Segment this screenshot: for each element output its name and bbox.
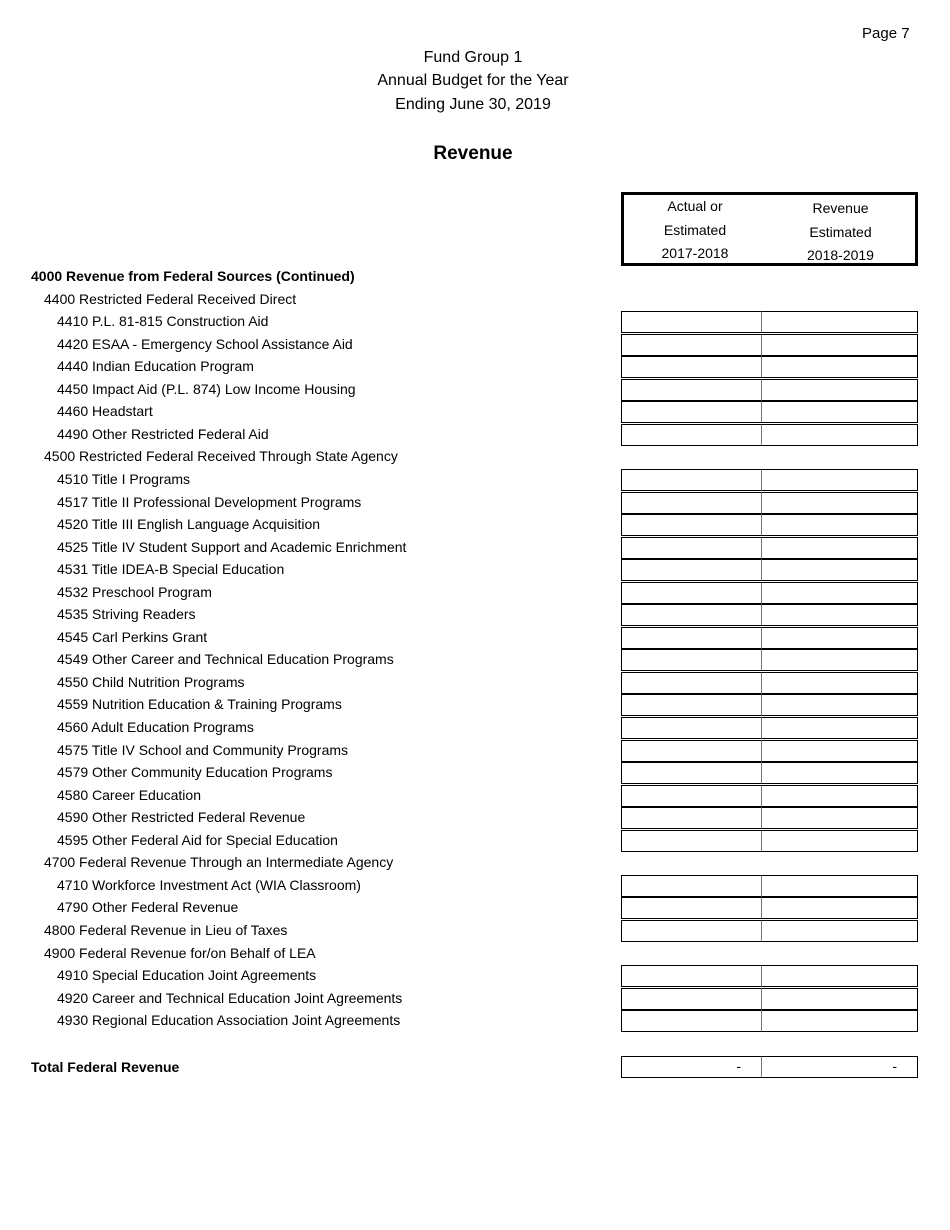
row-label: 4580 Career Education — [57, 786, 201, 803]
actual-estimated-input[interactable] — [621, 311, 762, 333]
actual-estimated-input[interactable] — [621, 582, 762, 604]
row-label: 4560 Adult Education Programs — [57, 719, 254, 735]
revenue-estimated-input[interactable] — [762, 492, 918, 514]
revenue-estimated-input[interactable] — [762, 694, 918, 716]
row-label: 4520 Title III English Language Acquisition — [57, 516, 321, 533]
revenue-estimated-input[interactable] — [762, 1010, 918, 1032]
column-header-line: 2018-2019 — [807, 247, 874, 263]
page-number: Page 7 — [862, 25, 910, 42]
revenue-estimated-input[interactable] — [762, 785, 918, 807]
actual-estimated-input[interactable] — [621, 920, 762, 942]
revenue-estimated-input[interactable] — [762, 920, 918, 942]
actual-estimated-input[interactable] — [621, 717, 762, 739]
revenue-estimated-input[interactable] — [762, 649, 918, 671]
column-header-actual — [624, 195, 766, 266]
actual-estimated-input[interactable] — [621, 559, 762, 581]
column-header-estimated — [766, 197, 915, 268]
revenue-estimated-input[interactable] — [762, 401, 918, 423]
budget-title: Annual Budget for the Year — [377, 72, 569, 89]
revenue-estimated-input[interactable] — [762, 830, 918, 852]
revenue-estimated-input[interactable] — [762, 379, 918, 401]
column-header-box — [621, 192, 918, 266]
row-label: 4930 Regional Education Association Joint Agreements — [57, 1012, 401, 1029]
actual-estimated-input[interactable] — [621, 649, 762, 671]
revenue-estimated-input[interactable] — [762, 356, 918, 378]
actual-estimated-input[interactable] — [621, 988, 762, 1010]
row-label: 4490 Other Restricted Federal Aid — [57, 425, 269, 442]
row-label: 4410 P.L. 81-815 Construction Aid — [57, 313, 269, 330]
row-label: 4517 Title II Professional Development Programs — [57, 493, 362, 510]
actual-estimated-input[interactable] — [621, 740, 762, 762]
revenue-estimated-input[interactable] — [762, 582, 918, 604]
revenue-estimated-input[interactable] — [762, 514, 918, 536]
row-label: 4900 Federal Revenue for/on Behalf of LEA — [44, 944, 316, 961]
fund-group-title: Fund Group 1 — [423, 49, 523, 66]
actual-estimated-input[interactable] — [621, 672, 762, 694]
actual-estimated-input[interactable] — [621, 492, 762, 514]
revenue-estimated-input[interactable] — [762, 965, 918, 987]
revenue-estimated-input[interactable] — [762, 875, 918, 897]
year-ending-title: Ending June 30, 2019 — [395, 96, 551, 113]
actual-estimated-input[interactable] — [621, 401, 762, 423]
row-label: 4549 Other Career and Technical Education Programs — [57, 651, 394, 668]
actual-estimated-input[interactable] — [621, 424, 762, 446]
revenue-estimated-input[interactable] — [762, 311, 918, 333]
actual-estimated-input[interactable] — [621, 875, 762, 897]
column-header-line: Estimated — [809, 223, 872, 240]
row-label: 4790 Other Federal Revenue — [57, 899, 239, 916]
row-label: 4440 Indian Education Program — [57, 358, 254, 375]
actual-estimated-input[interactable] — [621, 604, 762, 626]
section-title: Revenue — [433, 143, 513, 164]
revenue-estimated-input[interactable] — [762, 740, 918, 762]
row-label: 4400 Restricted Federal Received Direct — [44, 290, 297, 307]
actual-estimated-input[interactable] — [621, 537, 762, 559]
row-label: 4535 Striving Readers — [57, 606, 196, 623]
actual-estimated-input[interactable] — [621, 807, 762, 829]
actual-estimated-input[interactable] — [621, 379, 762, 401]
actual-estimated-input[interactable] — [621, 469, 762, 491]
revenue-estimated-input[interactable] — [762, 717, 918, 739]
row-label: 4590 Other Restricted Federal Revenue — [57, 809, 306, 826]
actual-estimated-input[interactable] — [621, 897, 762, 919]
column-header-line: Revenue — [812, 200, 869, 216]
row-label: 4920 Career and Technical Education Joint Agreements — [57, 989, 403, 1006]
row-label: 4550 Child Nutrition Programs — [57, 673, 245, 690]
column-header-line: Actual or — [667, 198, 723, 214]
actual-estimated-input[interactable] — [621, 627, 762, 649]
revenue-estimated-input[interactable] — [762, 424, 918, 446]
actual-estimated-input[interactable] — [621, 1010, 762, 1032]
column-header-line: Estimated — [663, 221, 727, 238]
row-label: 4575 Title IV School and Community Programs — [57, 741, 349, 758]
total-actual-cell: - — [621, 1056, 762, 1078]
row-label: 4559 Nutrition Education & Training Programs — [57, 696, 342, 713]
row-label: 4500 Restricted Federal Received Through State Agency — [44, 448, 398, 465]
revenue-estimated-input[interactable] — [762, 537, 918, 559]
total-label: Total Federal Revenue — [31, 1059, 180, 1075]
row-label: 4910 Special Education Joint Agreements — [57, 967, 317, 984]
actual-estimated-input[interactable] — [621, 334, 762, 356]
row-label: 4579 Other Community Education Programs — [57, 764, 333, 781]
row-label: 4595 Other Federal Aid for Special Education — [57, 831, 338, 848]
revenue-estimated-input[interactable] — [762, 807, 918, 829]
row-label: 4510 Title I Programs — [57, 470, 191, 487]
revenue-estimated-input[interactable] — [762, 604, 918, 626]
actual-estimated-input[interactable] — [621, 785, 762, 807]
actual-estimated-input[interactable] — [621, 694, 762, 716]
actual-estimated-input[interactable] — [621, 762, 762, 784]
actual-estimated-input[interactable] — [621, 514, 762, 536]
revenue-estimated-input[interactable] — [762, 627, 918, 649]
actual-estimated-input[interactable] — [621, 356, 762, 378]
revenue-estimated-input[interactable] — [762, 334, 918, 356]
row-label: 4460 Headstart — [57, 403, 153, 420]
row-label: 4545 Carl Perkins Grant — [57, 628, 208, 645]
revenue-estimated-input[interactable] — [762, 762, 918, 784]
actual-estimated-input[interactable] — [621, 830, 762, 852]
row-label: 4800 Federal Revenue in Lieu of Taxes — [44, 921, 288, 938]
column-header-line: 2017-2018 — [661, 245, 729, 261]
row-label: 4000 Revenue from Federal Sources (Continued) — [31, 268, 355, 284]
row-label: 4700 Federal Revenue Through an Intermediate Agency — [44, 854, 394, 871]
row-label: 4531 Title IDEA-B Special Education — [57, 561, 285, 578]
row-label: 4450 Impact Aid (P.L. 874) Low Income Housing — [57, 380, 356, 397]
row-label: 4525 Title IV Student Support and Academic Enrichment — [57, 538, 407, 555]
actual-estimated-input[interactable] — [621, 965, 762, 987]
total-estimated-cell: - — [762, 1056, 918, 1078]
row-label: 4532 Preschool Program — [57, 583, 212, 600]
revenue-estimated-input[interactable] — [762, 988, 918, 1010]
revenue-estimated-input[interactable] — [762, 897, 918, 919]
row-label: 4710 Workforce Investment Act (WIA Classroom) — [57, 876, 361, 893]
revenue-estimated-input[interactable] — [762, 672, 918, 694]
revenue-estimated-input[interactable] — [762, 469, 918, 491]
revenue-estimated-input[interactable] — [762, 559, 918, 581]
row-label: 4420 ESAA - Emergency School Assistance Aid — [57, 335, 353, 352]
